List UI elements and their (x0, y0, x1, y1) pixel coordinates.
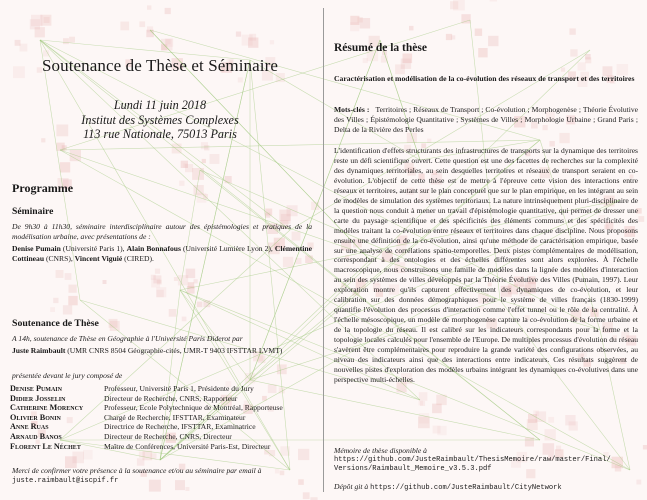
soutenance-description: A 14h, soutenance de Thèse en Géographie à l'Université Paris Diderot par (12, 334, 243, 343)
jury-member-role: Professeur, Université Paris 1, Présidente du Jury (104, 384, 254, 393)
speaker-affiliation: (CNRS), (44, 254, 75, 263)
seminaire-heading: Séminaire (12, 206, 54, 217)
event-info (10, 98, 310, 142)
column-divider (323, 8, 324, 492)
confirm-text: Merci de confirmer votre présence à la soutenance et/ou au séminaire par email à (12, 466, 262, 475)
speaker-name: Alain Bonnafous (126, 244, 181, 253)
page-title: Soutenance de Thèse et Séminaire (41, 56, 279, 75)
jury-member-role: Maître de Conférences, Université Paris-Est, Directeur (104, 441, 271, 451)
jury-row (10, 422, 316, 432)
jury-member-role: Professeur, Ecole Polytechnique de Montréal, Rapporteuse (104, 403, 283, 413)
memoire-url-line-2[interactable]: Versions/Raimbault_Memoire_v3.5.3.pdf (334, 465, 492, 474)
depot-label: Dépôt git à (334, 482, 369, 491)
speaker-affiliation: (CIRED). (122, 254, 154, 263)
memoire-url-line-1[interactable]: https://github.com/JusteRaimbault/ThesisMemoire/raw/master/Final/ (334, 455, 611, 464)
jury-member-name: Florent Le Néchet (10, 441, 81, 451)
soutenance-heading: Soutenance de Thèse (12, 318, 99, 329)
event-date: Lundi 11 juin 2018 (113, 98, 207, 112)
jury-row (10, 384, 316, 394)
density-cell (643, 445, 647, 450)
speaker-name: Denise Pumain (12, 244, 61, 253)
keywords-list: Territoires ; Réseaux de Transport ; Co-évolution ; Morphogenèse ; Théorie Évolutive des Villes ; Épistémologie Quantitative ; Systèmes de Villes ; Morphologie Urbaine ; Grand Paris ; Delta de la Rivière des Perles (334, 105, 638, 134)
density-cell (638, 216, 644, 222)
jury-member-name: Didier Josselin (10, 393, 66, 403)
jury-member-name: Anne Ruas (10, 422, 49, 432)
jury-member-role: Directeur de Recherche, CNRS, Directeur (104, 431, 232, 441)
venue-line-1: Institut des Systèmes Complexes (81, 112, 239, 127)
speaker-affiliation: (Université Lumière Lyon 2), (180, 244, 275, 253)
candidate-affiliation: (UMR CNRS 8504 Géographie-cités, UMR-T 9403 IFSTTAR LVMT) (65, 346, 283, 355)
jury-member-role: Chargé de Recherche, IFSTTAR, Examinateur (104, 412, 246, 422)
memoire-block (334, 446, 638, 475)
memoire-label: Mémoire de thèse disponible à (334, 446, 427, 455)
keywords (334, 105, 638, 135)
jury-member-role: Directrice de Recherche, IFSTTAR, Examinatrice (104, 422, 256, 432)
jury-row (10, 442, 316, 452)
jury-row (10, 403, 316, 413)
jury-row (10, 432, 316, 442)
left-column (10, 0, 310, 500)
speaker-affiliation: (Université Paris 1), (60, 244, 127, 253)
thesis-subtitle: Caractérisation et modélisation de la co-évolution des réseaux de transport et des territoires (334, 74, 635, 83)
jury-member-name: Arnaud Banos (10, 431, 62, 441)
jury-member-name: Catherine Morency (10, 403, 84, 413)
speaker-name: Vincent Viguié (74, 254, 123, 263)
abstract-title: Résumé de la thèse (334, 42, 427, 54)
depot-url[interactable]: https://github.com/JusteRaimbault/CityNetwork (370, 484, 562, 492)
jury-member-role: Directeur de Recherche, CNRS, Rapporteur (104, 393, 238, 403)
speaker-name: Clémentine Cottineau (12, 244, 312, 263)
jury-row (10, 394, 316, 404)
depot-block (334, 482, 638, 494)
jury-table (10, 384, 316, 451)
jury-row (10, 413, 316, 423)
keywords-label: Mots-clés : (334, 105, 370, 114)
candidate-line (12, 346, 312, 356)
jury-member-name: Denise Pumain (10, 384, 62, 393)
jury-intro: présentée devant le jury composé de (12, 371, 123, 380)
venue-line-2: 113 rue Nationale, 75013 Paris (83, 127, 237, 141)
seminaire-description: De 9h30 à 11h30, séminaire interdisciplinaire autour des épistémologies et pratiques de la modélisation urbaine, avec présentations de : (12, 222, 312, 241)
right-column (334, 0, 638, 500)
speakers-list (12, 244, 312, 264)
confirm-email[interactable]: juste.raimbault@iscpif.fr (12, 477, 119, 485)
candidate-name: Juste Raimbault (12, 346, 66, 355)
programme-heading: Programme (12, 181, 74, 195)
jury-member-name: Olivier Bonin (10, 412, 61, 422)
abstract-text: L'identification d'effets structurants des infrastructures de transports sur la dynamique des territoires reste un défi scientifique ouvert. Cette question est une des facettes de recherches sur la complexité des dynamiques territoriales, au sein desquelles territoires et réseaux de transport seraient en co-évolution. L'objectif de cette thèse est de mettre à l'épreuve cette vision des interactions entre réseaux et territoires, autant sur le plan conceptuel que sur le plan empirique, en les intégrant au sein de modèles de simulation des systèmes territoriaux. La nature intrinsèquement pluri-disciplinaire de la question nous conduit à mener un travail d'épistémologie quantitative, qui permet de dresser une carte du paysage scientifique et des spécificités des éléments communs et des spécificités des modèles traitant la co-évolution entre réseaux et territoires dans chaque discipline. Nous proposons ensuite une définition de la co-évolution, ainsi qu'une méthode de caractérisation empirique, basée sur une analyse de corrélations spatio-temporelles. Deux pistes complémentaires de modélisation, correspondant à des ontologies et des échelles différentes sont alors explorées. À l'échelle macroscopique, nous construisons une famille de modèles dans la lignée des modèles d'interaction au sein des systèmes de villes développés par la Théorie Évolutive des Villes (Pumain, 1997). Leur exploration montre qu'ils capturent effectivement des dynamiques de co-évolution, et leur calibration sur des données démographiques pour le système de villes français (1830-1999) quantifie l'évolution des processus d'interaction comme l'effet tunnel ou le rôle de la centralité. À l'échelle mésoscopique, un modèle de morphogenèse capture la co-évolution de la forme urbaine et de la topologie du réseau. Il est calibré sur les indicateurs correspondants pour la forme et la topologie locales calculés pour l'ensemble de l'Europe. De multiples processus d'évolution du réseau s'avèrent être complémentaires pour reproduire la grande variété des configurations observées, au niveau des indicateurs ainsi que des interactions entre indicateurs. Ces résultats suggèrent de nouvelles pistes d'exploration des modèles urbains intégrant les dynamiques co-évolutives dans une perspective multi-échelles. (334, 146, 638, 384)
